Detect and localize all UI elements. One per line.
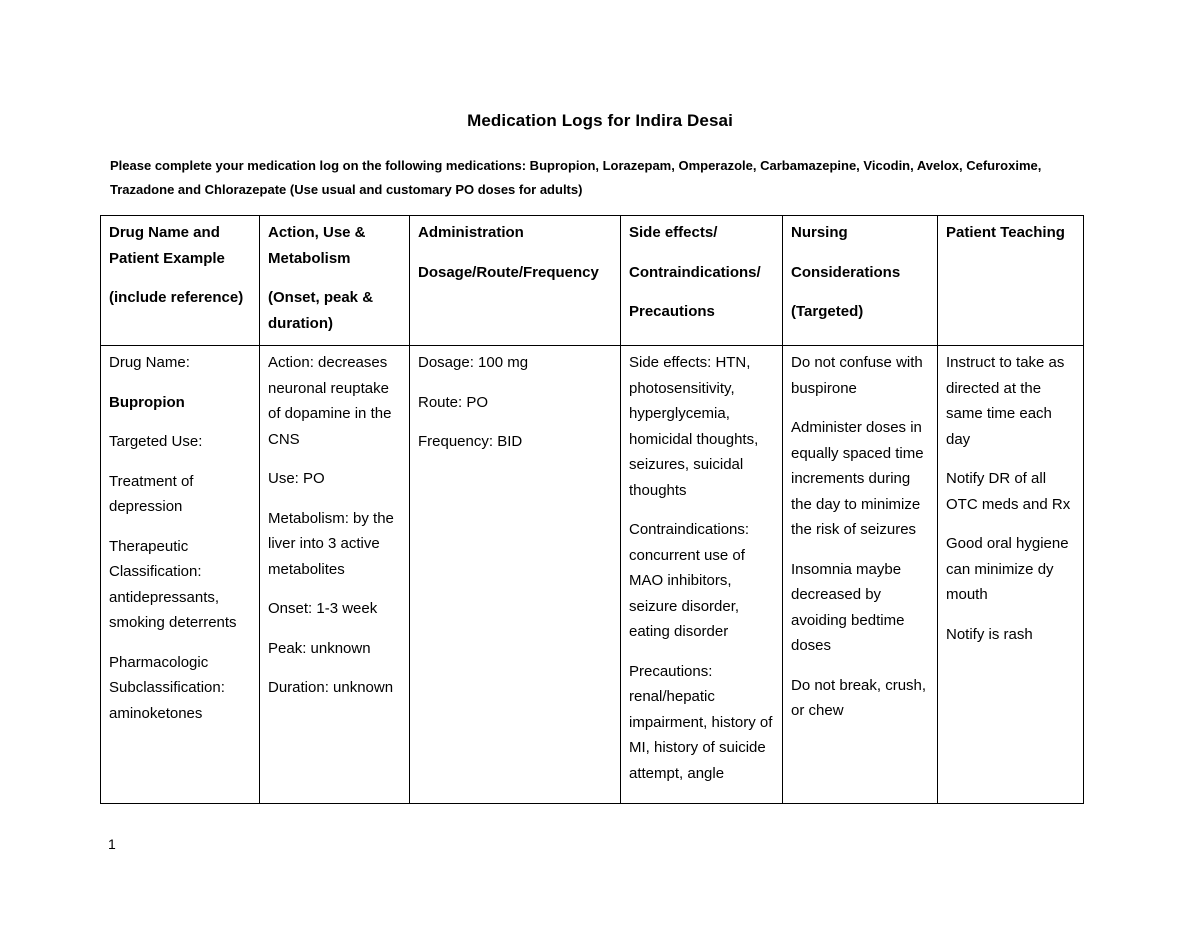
table-row	[101, 346, 1084, 804]
frequency-text: Frequency: BID	[418, 433, 523, 450]
cell-action	[260, 346, 410, 804]
teaching-item: Instruct to take as directed at the same time each day	[946, 354, 1065, 448]
precautions-text: Precautions: renal/hepatic impairment, history of MI, history of suicide attempt, angle	[629, 662, 773, 782]
header-subtext: Considerations	[791, 263, 901, 281]
header-text: Drug Name and Patient Example	[109, 224, 225, 267]
contraindications-text: Contraindications: concurrent use of MAO inhibitors, seizure disorder, eating disorder	[629, 521, 750, 640]
header-patient-teaching	[938, 216, 1084, 346]
header-administration	[410, 216, 621, 346]
route-text: Route: PO	[418, 393, 489, 411]
header-action-use-metabolism	[260, 216, 410, 346]
header-subtext: (Onset, peak & duration)	[268, 289, 374, 332]
teaching-item: Notify is rash	[946, 625, 1033, 643]
header-subtext: Dosage/Route/Frequency	[418, 263, 599, 281]
nursing-item: Administer doses in equally spaced time increments during the day to minimize the risk of seizures	[791, 419, 924, 538]
header-subtext: Precautions	[629, 303, 715, 320]
medication-log-table	[100, 215, 1084, 804]
header-text: Action, Use & Metabolism	[268, 224, 366, 267]
duration-text: Duration: unknown	[268, 679, 394, 696]
header-subtext: (Targeted)	[791, 303, 864, 320]
peak-text: Peak: unknown	[268, 639, 371, 657]
table-header-row	[101, 216, 1084, 346]
cell-administration	[410, 346, 621, 804]
action-text: Action: decreases neuronal reuptake of dopamine in the CNS	[268, 354, 392, 448]
nursing-item: Insomnia maybe decreased by avoiding bedtime doses	[791, 560, 905, 654]
nursing-item: Do not confuse with buspirone	[791, 354, 923, 397]
cell-patient-teaching	[938, 346, 1084, 804]
teaching-item: Notify DR of all OTC meds and Rx	[946, 470, 1071, 513]
header-drug-name	[101, 216, 260, 346]
header-nursing-considerations	[783, 216, 938, 346]
page-title: Medication Logs for Indira Desai	[467, 111, 733, 130]
dosage-text: Dosage: 100 mg	[418, 354, 529, 371]
targeted-use-label: Targeted Use:	[109, 433, 203, 450]
header-side-effects	[621, 216, 783, 346]
cell-nursing-considerations	[783, 346, 938, 804]
header-subtext: (include reference)	[109, 289, 244, 306]
header-text: Administration	[418, 224, 524, 241]
header-text: Patient Teaching	[946, 224, 1065, 241]
drug-name-label: Drug Name:	[109, 354, 190, 371]
page-number: 1	[108, 836, 116, 852]
onset-text: Onset: 1-3 week	[268, 600, 378, 617]
nursing-item: Do not break, crush, or chew	[791, 676, 927, 719]
header-text: Nursing	[791, 224, 848, 241]
teaching-item: Good oral hygiene can minimize dy mouth	[946, 535, 1069, 603]
targeted-use: Treatment of depression	[109, 472, 194, 515]
therapeutic-classification: Therapeutic Classification: antidepressants, smoking deterrents	[109, 537, 237, 631]
header-text: Side effects/	[629, 224, 718, 241]
use-text: Use: PO	[268, 470, 325, 487]
cell-drug-info	[101, 346, 260, 804]
header-subtext: Contraindications/	[629, 263, 761, 281]
drug-name: Bupropion	[109, 393, 185, 411]
pharmacologic-subclassification: Pharmacologic Subclassification: aminoketones	[109, 653, 225, 722]
metabolism-text: Metabolism: by the liver into 3 active metabolites	[268, 509, 394, 578]
instructions-text: Please complete your medication log on the following medications: Bupropion, Lorazepam, Omperazole, Carbamazepine, Vicodin, Avelox, Cefuroxime, Trazadone and Chlorazepate (Use usual and customary PO doses for adults)	[110, 158, 1042, 197]
cell-side-effects	[621, 346, 783, 804]
side-effects-text: Side effects: HTN, photosensitivity, hyperglycemia, homicidal thoughts, seizures, suicidal thoughts	[629, 354, 759, 499]
